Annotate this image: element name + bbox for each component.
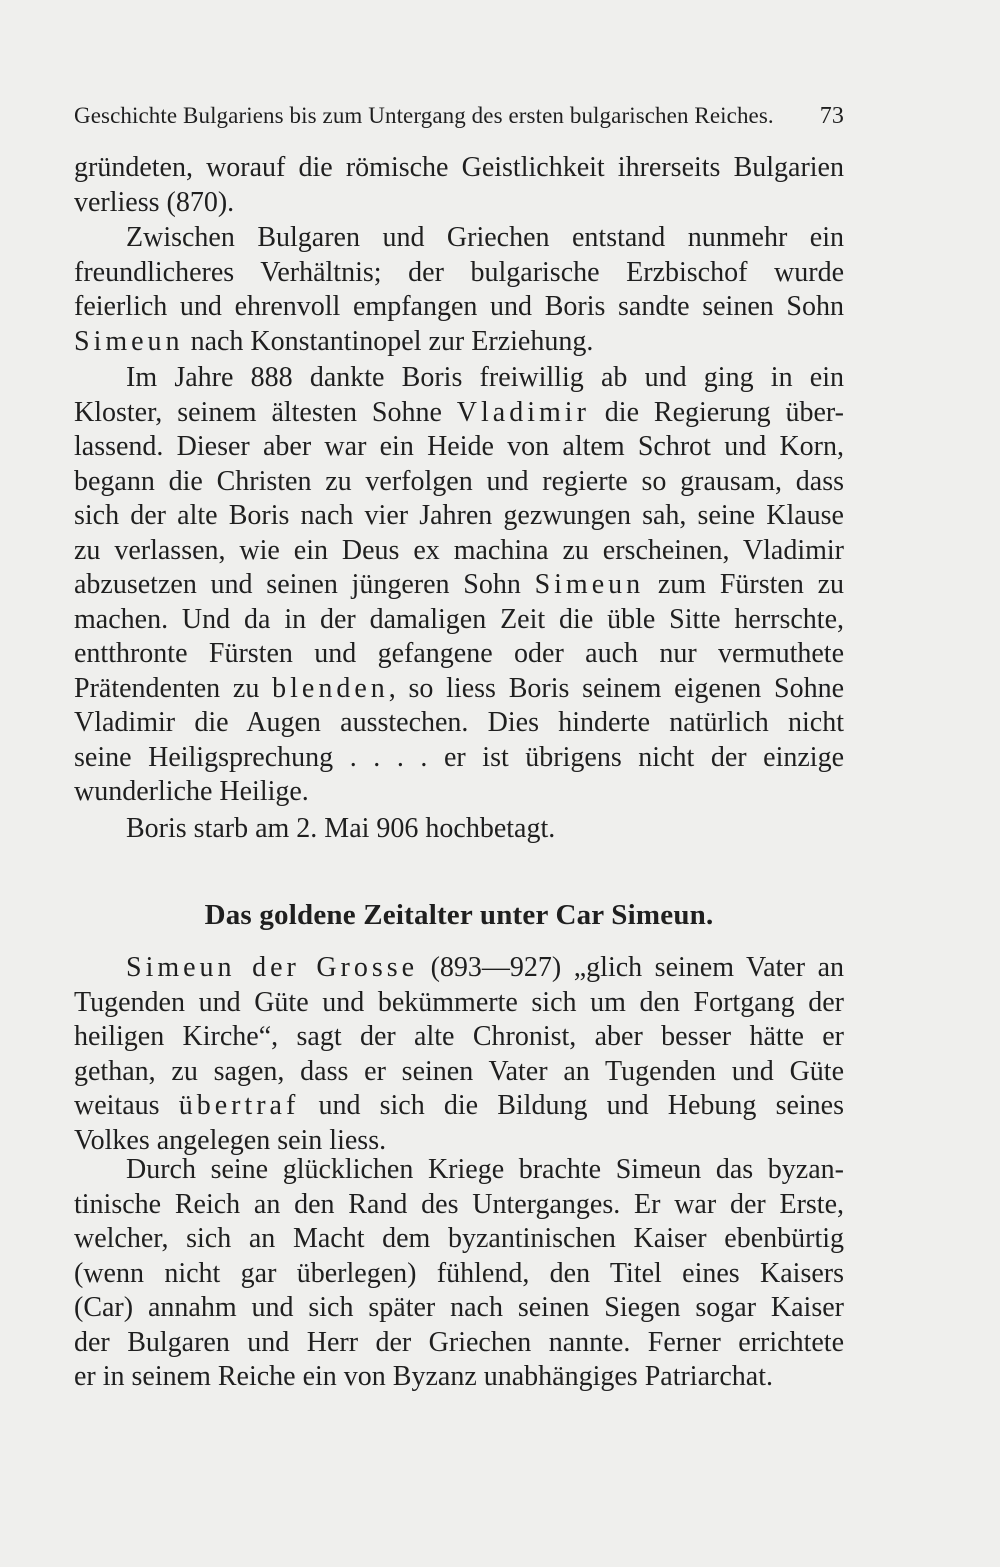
- text-fragment: Kloster, seinem ältesten Sohne: [74, 396, 457, 428]
- text-line: gründeten, worauf die römische Geistlichkeit ihrerseits Bulgarien: [74, 152, 844, 183]
- paragraph-relations: [74, 221, 844, 359]
- text-fragment: Prätendenten zu: [74, 672, 273, 704]
- spaced-name: Simeun der Grosse: [126, 952, 419, 983]
- text-fragment: abzusetzen und seinen jüngeren Sohn: [74, 569, 535, 600]
- text-line: zu verlassen, wie ein Deus ex machina zu erscheinen, Vladimir: [74, 534, 844, 566]
- text-line: (Car) annahm und sich später nach seinen Siegen sogar Kaiser: [74, 1292, 844, 1323]
- paragraph-simeun: [74, 951, 844, 1158]
- text-fragment: die Regierung über-: [589, 396, 844, 428]
- text-fragment: weitaus: [74, 1090, 179, 1121]
- text-line: verliess (870).: [74, 186, 235, 218]
- spaced-name: Simeun: [74, 325, 184, 357]
- text-line: [74, 568, 844, 603]
- text-line: Im Jahre 888 dankte Boris freiwillig ab und ging in ein: [126, 362, 844, 393]
- text-line: Volkes angelegen sein liess.: [74, 1124, 387, 1156]
- text-line: entthronte Fürsten und gefangene oder auch nur vermuthete: [74, 638, 844, 669]
- text-line: Durch seine glücklichen Kriege brachte Simeun das byzan-: [126, 1154, 844, 1185]
- paragraph-continuation: [74, 151, 844, 220]
- text-line: [74, 672, 844, 707]
- text-line: sich der alte Boris nach vier Jahren gezwungen sah, seine Klause: [74, 500, 844, 531]
- text-line: lassend. Dieser aber war ein Heide von altem Schrot und Korn,: [74, 431, 844, 462]
- text-line: der Bulgaren und Herr der Griechen nannte. Ferner errichtete: [74, 1326, 844, 1358]
- text-fragment: zum Fürsten zu: [644, 569, 844, 600]
- spaced-word: übertraf: [178, 1090, 300, 1121]
- text-line: [74, 1089, 844, 1124]
- text-line: (wenn nicht gar überlegen) fühlend, den Titel eines Kaisers: [74, 1257, 844, 1289]
- text-fragment: nach Konstantinopel zur Erziehung.: [183, 325, 594, 357]
- paragraph-abdication: [74, 361, 844, 810]
- running-head-title: Geschichte Bulgariens bis zum Untergang des ersten bulgarischen Reiches.: [74, 103, 774, 128]
- text-fragment: und sich die Bildung und Hebung seines: [299, 1090, 844, 1121]
- text-line: begann die Christen zu verfolgen und regierte so grausam, dass: [74, 465, 844, 497]
- text-line: Tugenden und Güte und bekümmerte sich um den Fortgang der: [74, 986, 844, 1018]
- spaced-name: Vladimir: [456, 396, 590, 428]
- text-line: Zwischen Bulgaren und Griechen entstand nunmehr ein: [126, 222, 844, 253]
- text-line: machen. Und da in der damaligen Zeit die üble Sitte herrschte,: [74, 603, 844, 635]
- text-line: gethan, zu sagen, dass er seinen Vater an Tugenden und Güte: [74, 1055, 844, 1087]
- text-line: tinische Reich an den Rand des Unterganges. Er war der Erste,: [74, 1188, 844, 1220]
- text-line: heiligen Kirche“, sagt der alte Chronist, aber besser hätte er: [74, 1021, 844, 1052]
- paragraph-wars: [74, 1153, 844, 1395]
- text-line: [74, 951, 844, 986]
- running-head: [74, 101, 844, 131]
- page-number: 73: [819, 103, 844, 129]
- text-line: freundlicheres Verhältnis; der bulgarische Erzbischof wurde: [74, 256, 844, 288]
- text-line: seine Heiligsprechung . . . . er ist übrigens nicht der einzige: [74, 741, 844, 773]
- text-fragment: (893—927) „glich seinem Vater an: [418, 952, 844, 983]
- text-line: [74, 396, 844, 431]
- text-line: [74, 325, 844, 360]
- text-line: feierlich und ehrenvoll empfangen und Boris sandte seinen Sohn: [74, 291, 844, 322]
- spaced-word: blenden: [272, 672, 389, 704]
- text-line: er in seinem Reiche ein von Byzanz unabhängiges Patriarchat.: [74, 1361, 773, 1392]
- spaced-name: Simeun: [534, 569, 645, 600]
- text-line: welcher, sich an Macht dem byzantinischen Kaiser ebenbürtig: [74, 1223, 844, 1254]
- text-fragment: , so liess Boris seinem eigenen Sohne: [388, 672, 844, 704]
- text-line: Boris starb am 2. Mai 906 hochbetagt.: [126, 813, 556, 844]
- text-line: wunderliche Heilige.: [74, 776, 309, 807]
- text-line: Vladimir die Augen ausstechen. Dies hinderte natürlich nicht: [74, 707, 844, 738]
- section-heading: Das goldene Zeitalter unter Car Simeun.: [204, 899, 714, 931]
- paragraph-death: [74, 812, 844, 847]
